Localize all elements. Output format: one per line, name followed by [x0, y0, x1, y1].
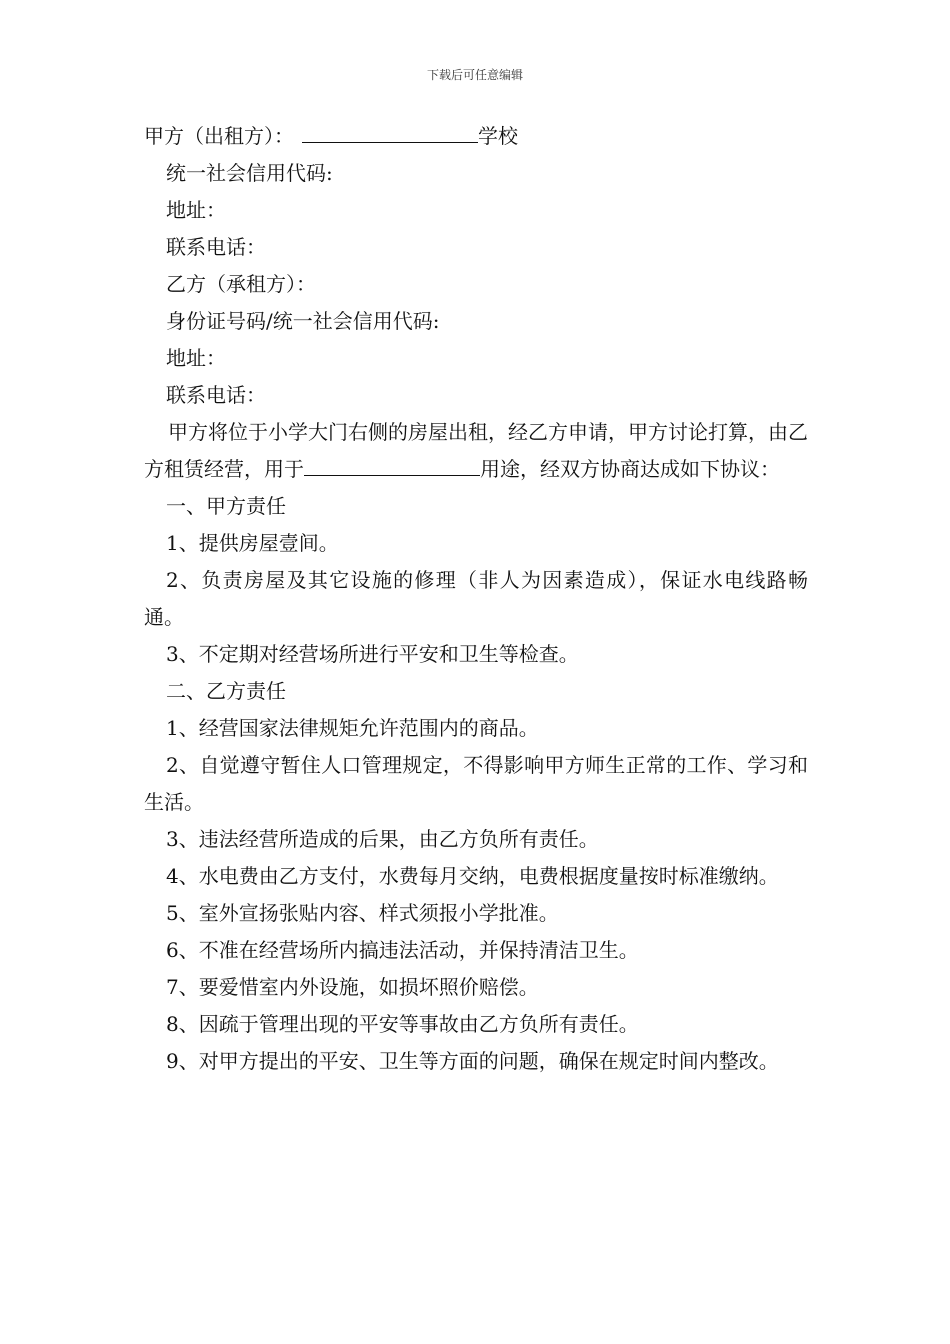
section-2-item: 7、要爱惜室内外设施，如损坏照价赔偿。: [166, 975, 539, 999]
section-2-item: 3、违法经营所造成的后果，由乙方负所有责任。: [166, 827, 599, 851]
party-b-phone: 联系电话：: [166, 383, 266, 407]
page-header: 下载后可任意编辑: [426, 68, 523, 82]
party-a-address: 地址：: [166, 198, 226, 222]
party-a-line: [144, 118, 808, 155]
party-b-id: 身份证号码/统一社会信用代码:: [166, 309, 440, 333]
section-2-item: 8、因疏于管理出现的平安等事故由乙方负所有责任。: [166, 1012, 639, 1036]
party-a-name-blank[interactable]: [302, 118, 478, 143]
party-b-address: 地址：: [166, 346, 226, 370]
section-2-item: 5、室外宣扬张贴内容、样式须报小学批准。: [166, 901, 559, 925]
party-a-label: 甲方（出租方）：: [144, 124, 294, 148]
section-1-item: 3、不定期对经营场所进行平安和卫生等检查。: [166, 642, 579, 666]
contract-body: [144, 118, 808, 1080]
section-1-item: 1、提供房屋壹间。: [166, 531, 339, 555]
intro-after: 用途，经双方协商达成如下协议：: [480, 457, 780, 481]
intro-paragraph: [144, 414, 808, 488]
party-a-credit-code: 统一社会信用代码:: [166, 161, 333, 185]
intro-before: 甲方将位于小学大门右侧的房屋出租，经乙方申请，甲方讨论打算，由乙方租赁经营，用于: [144, 420, 808, 481]
section-2-item: 4、水电费由乙方支付，水费每月交纳，电费根据度量按时标准缴纳。: [166, 864, 779, 888]
section-2-item: 9、对甲方提出的平安、卫生等方面的问题，确保在规定时间内整改。: [166, 1049, 779, 1073]
section-2-item: 1、经营国家法律规矩允许范围内的商品。: [166, 716, 539, 740]
section-2-item: 2、自觉遵守暂住人口管理规定，不得影响甲方师生正常的工作、学习和生活。: [144, 753, 808, 814]
section-2-title: 二、乙方责任: [166, 679, 286, 703]
section-2-item: 6、不准在经营场所内搞违法活动，并保持清洁卫生。: [166, 938, 639, 962]
party-b-label: 乙方（承租方）：: [166, 272, 316, 296]
party-a-suffix: 学校: [478, 124, 518, 148]
section-1-item: 2、负责房屋及其它设施的修理（非人为因素造成），保证水电线路畅通。: [144, 568, 808, 629]
party-a-phone: 联系电话：: [166, 235, 266, 259]
section-1-title: 一、甲方责任: [166, 494, 286, 518]
usage-blank[interactable]: [304, 451, 480, 476]
